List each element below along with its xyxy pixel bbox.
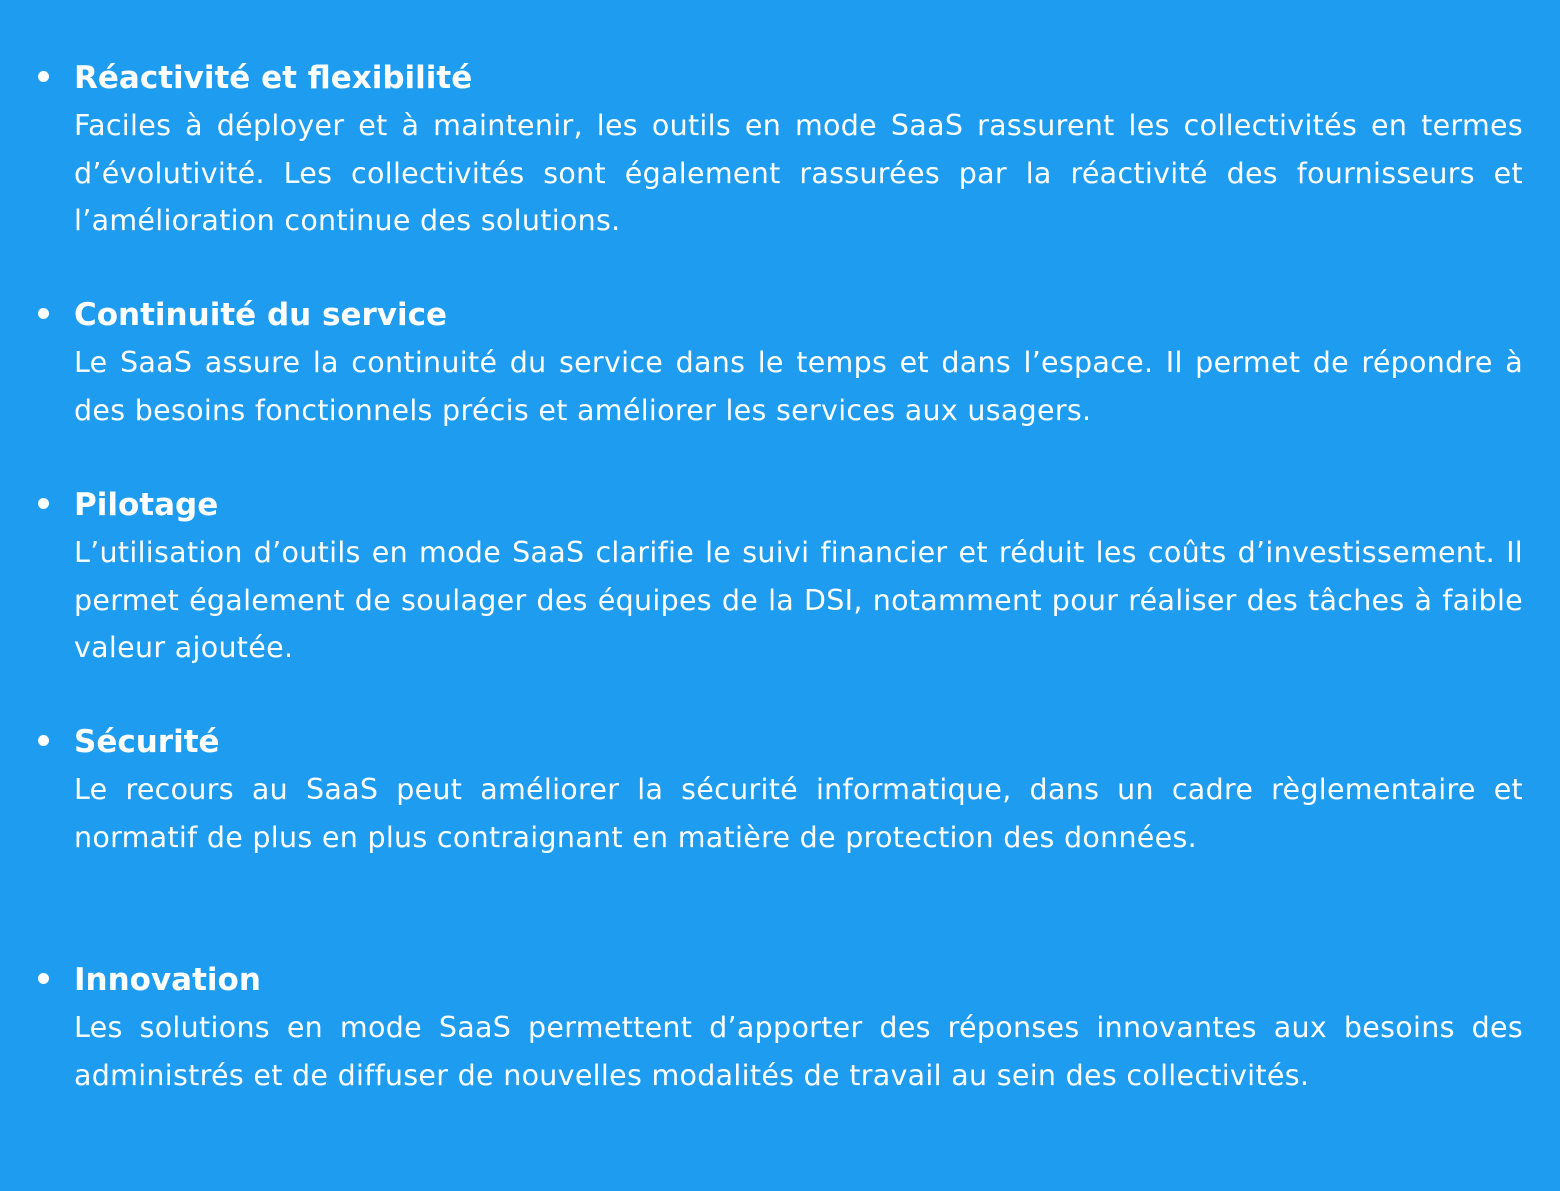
bullet-icon: [38, 308, 49, 319]
item-title: Continuité du service: [74, 297, 448, 333]
bullet-icon: [38, 498, 49, 509]
bullet-icon: [38, 735, 49, 746]
list-item: [74, 292, 1523, 434]
item-title: Sécurité: [74, 724, 220, 760]
item-body: Les solutions en mode SaaS permettent d’apporter des réponses innovantes aux besoins des administrés et de diffuser de nouvelles modalités de travail au sein des collectivités.: [74, 1011, 1523, 1092]
item-body: L’utilisation d’outils en mode SaaS clarifie le suivi financier et réduit les coûts d’investissement. Il permet également de soulager des équipes de la DSI, notamment pour réaliser des tâches à faible valeur ajoutée.: [74, 536, 1523, 664]
bullet-icon: [38, 71, 49, 82]
item-title: Réactivité et flexibilité: [74, 60, 473, 96]
item-title: Pilotage: [74, 487, 219, 523]
list-item: [74, 957, 1523, 1099]
list-item: [74, 55, 1523, 245]
list-item: [74, 482, 1523, 672]
bullet-icon: [38, 973, 49, 984]
item-body: Le SaaS assure la continuité du service dans le temps et dans l’espace. Il permet de répondre à des besoins fonctionnels précis et améliorer les services aux usagers.: [74, 346, 1523, 427]
item-title: Innovation: [74, 962, 261, 998]
list-item: [74, 719, 1523, 861]
item-body: Faciles à déployer et à maintenir, les outils en mode SaaS rassurent les collectivités en termes d’évolutivité. Les collectivités sont également rassurées par la réactivité des fournisseurs et l’amélioration continue des solutions.: [74, 109, 1523, 237]
item-body: Le recours au SaaS peut améliorer la sécurité informatique, dans un cadre règlementaire et normatif de plus en plus contraignant en matière de protection des données.: [74, 773, 1523, 854]
